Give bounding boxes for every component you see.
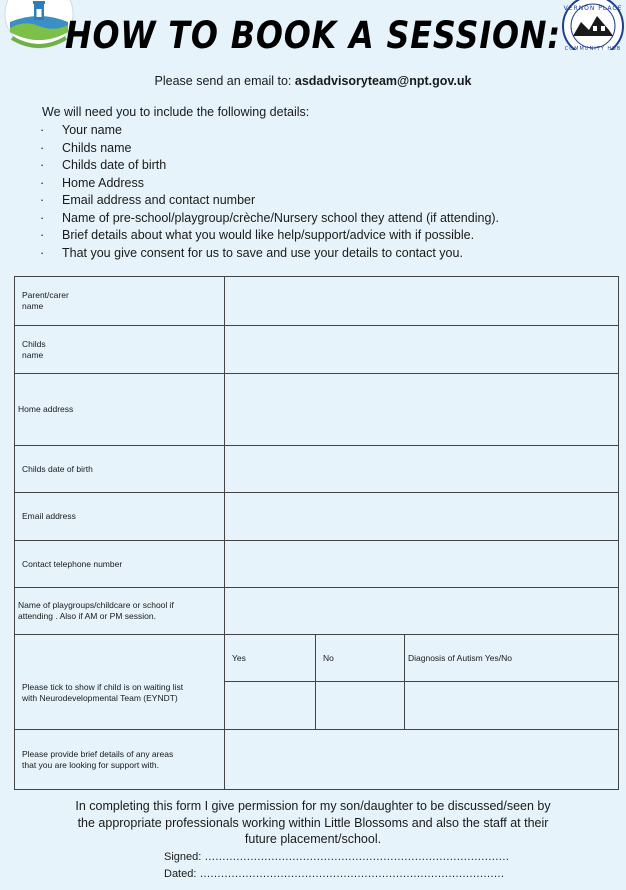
parent-name-field[interactable]	[225, 277, 619, 326]
table-row	[15, 493, 619, 541]
table-row	[15, 374, 619, 446]
home-address-label: Home address	[15, 374, 225, 446]
no-tick-field[interactable]	[316, 682, 405, 730]
playgroup-label: Name of playgroups/childcare or school if attending . Also if AM or PM session.	[15, 588, 225, 635]
table-row	[15, 277, 619, 326]
consent-statement: In completing this form I give permission for my son/daughter to be discussed/seen by the appropriate professionals working within Little Blossoms and also the staff at their future placement/school.	[75, 799, 551, 846]
diagnosis-field[interactable]	[405, 682, 619, 730]
list-item: · Home Address	[40, 175, 499, 193]
list-item: · Your name	[40, 122, 499, 140]
email-label: Email address	[15, 493, 225, 541]
email-prefix: Please send an email to:	[154, 74, 295, 88]
details-list	[40, 122, 499, 262]
list-item: · Name of pre-school/playgroup/crèche/Nursery school they attend (if attending).	[40, 210, 499, 228]
list-item: · Childs date of birth	[40, 157, 499, 175]
diagnosis-header: Diagnosis of Autism Yes/No	[405, 635, 619, 682]
table-row	[15, 730, 619, 790]
yes-header: Yes	[225, 635, 316, 682]
list-item: · Brief details about what you would like help/support/advice with if possible.	[40, 227, 499, 245]
waiting-list-label: Please tick to show if child is on waiting list with Neurodevelopmental Team (EYNDT)	[15, 635, 225, 730]
booking-form-table	[14, 276, 619, 790]
svg-text:VERNON PLACE: VERNON PLACE	[563, 5, 623, 12]
email-field[interactable]	[225, 493, 619, 541]
support-field[interactable]	[225, 730, 619, 790]
telephone-field[interactable]	[225, 541, 619, 588]
table-row	[15, 588, 619, 635]
signed-line[interactable]: Signed: ……………………………………………………………………………	[164, 851, 509, 863]
table-row	[15, 541, 619, 588]
child-dob-field[interactable]	[225, 446, 619, 493]
telephone-label: Contact telephone number	[15, 541, 225, 588]
dated-line[interactable]: Dated: ……………………………………………………………………………	[164, 868, 504, 880]
child-dob-label: Childs date of birth	[15, 446, 225, 493]
playgroup-field[interactable]	[225, 588, 619, 635]
table-row	[15, 326, 619, 374]
no-header: No	[316, 635, 405, 682]
yes-tick-field[interactable]	[225, 682, 316, 730]
list-item: · That you give consent for us to save and use your details to contact you.	[40, 245, 499, 263]
table-row	[15, 635, 619, 682]
home-address-field[interactable]	[225, 374, 619, 446]
support-label: Please provide brief details of any areas that you are looking for support with.	[15, 730, 225, 790]
svg-text:COMMUNITY HUB: COMMUNITY HUB	[564, 46, 622, 50]
details-intro: We will need you to include the following details:	[42, 105, 310, 119]
list-item: · Email address and contact number	[40, 192, 499, 210]
table-row	[15, 446, 619, 493]
parent-name-label: Parent/carer name	[15, 277, 225, 326]
child-name-field[interactable]	[225, 326, 619, 374]
list-item: · Childs name	[40, 140, 499, 158]
email-address[interactable]: asdadvisoryteam@npt.gov.uk	[294, 74, 472, 88]
child-name-label: Childs name	[15, 326, 225, 374]
email-instruction	[0, 74, 626, 88]
page-title: HOW TO BOOK A SESSION:	[64, 14, 562, 57]
